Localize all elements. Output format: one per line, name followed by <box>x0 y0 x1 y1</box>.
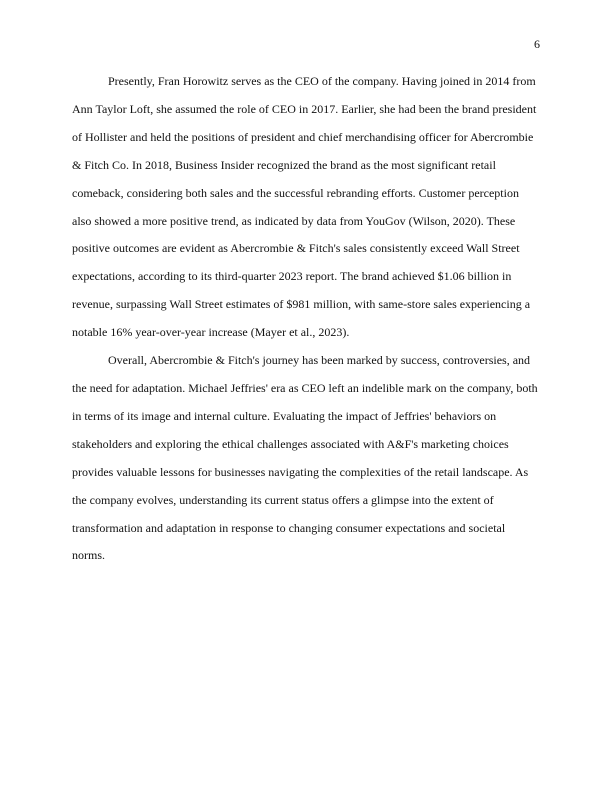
body-text <box>72 68 540 570</box>
page-number: 6 <box>534 37 540 51</box>
paragraph-ceo-horowitz: Presently, Fran Horowitz serves as the CEO of the company. Having joined in 2014 from Ann Taylor Loft, she assumed the role of CEO in 2017. Earlier, she had been the brand president of Hollister and held the positions of president and chief merchandising officer for Abercrombie & Fitch Co. In 2018, Business Insider recognized the brand as the most significant retail comeback, considering both sales and the successful rebranding efforts. Customer perception also showed a more positive trend, as indicated by data from YouGov (Wilson, 2020). These positive outcomes are evident as Abercrombie & Fitch's sales consistently exceed Wall Street expectations, according to its third-quarter 2023 report. The brand achieved $1.06 billion in revenue, surpassing Wall Street estimates of $981 million, with same-store sales experiencing a notable 16% year-over-year increase (Mayer et al., 2023). <box>72 74 537 340</box>
paragraph-conclusion: Overall, Abercrombie & Fitch's journey has been marked by success, controversies, and the need for adaptation. Michael Jeffries' era as CEO left an indelible mark on the company, both in terms of its image and internal culture. Evaluating the impact of Jeffries' behaviors on stakeholders and exploring the ethical challenges associated with A&F's marketing choices provides valuable lessons for businesses navigating the complexities of the retail landscape. As the company evolves, understanding its current status offers a glimpse into the extent of transformation and adaptation in response to changing consumer expectations and societal norms. <box>72 353 538 563</box>
